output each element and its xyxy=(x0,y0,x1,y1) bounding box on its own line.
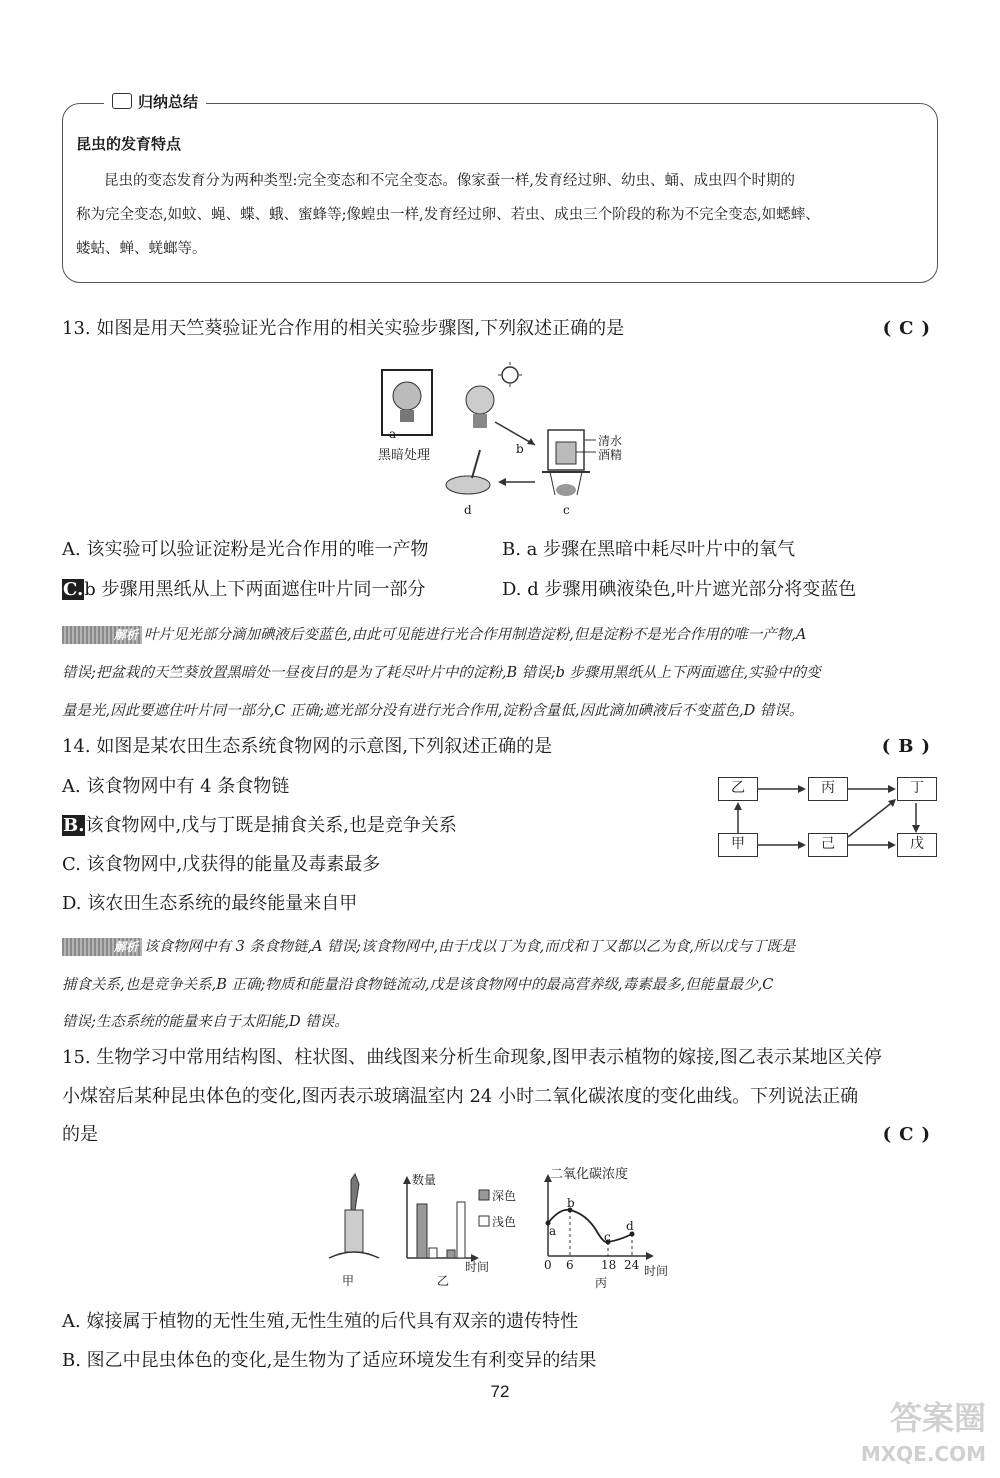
scion xyxy=(351,1174,359,1210)
sun-icon xyxy=(502,367,518,383)
q14-analysis-line: 错误;生态系统的能量来自于太阳能,D 错误。 xyxy=(62,1014,349,1030)
node-wu: 戊 xyxy=(897,833,937,857)
q15-stem-line: 小煤窑后某种昆虫体色的变化,图丙表示玻璃温室内 24 小时二氧化碳浓度的变化曲线。下列说法正确 xyxy=(62,1086,859,1107)
watermark-logo: 答案圈 xyxy=(889,1399,986,1437)
q13-analysis-line: 量是光,因此要遮住叶片同一部分,C 正确;遮光部分没有进行光合作用,淀粉含量低,因此滴加碘液后不变蓝色,D 错误。 xyxy=(62,703,804,719)
label-c: c xyxy=(563,503,570,517)
node-jia: 甲 xyxy=(718,833,758,857)
web-arrow xyxy=(848,801,894,837)
q13-analysis-line: 错误;把盆栽的天竺葵放置黑暗处一昼夜目的是为了耗尽叶片中的淀粉,B 错误;b 步骤用黑纸从上下两面遮住,实验中的变 xyxy=(62,665,821,681)
bar-ylabel: 数量 xyxy=(412,1173,437,1187)
q13-stem: 13. 如图是用天竺葵验证光合作用的相关实验步骤图,下列叙述正确的是 xyxy=(62,318,625,339)
q14-analysis-line xyxy=(62,938,795,956)
label-alcohol: 酒精 xyxy=(598,448,623,462)
alcohol-lamp xyxy=(556,484,576,496)
legend-light-swatch xyxy=(479,1216,489,1226)
bar-dark-after xyxy=(447,1250,455,1258)
curve-tick: 18 xyxy=(601,1258,617,1272)
bar-light-after xyxy=(457,1202,465,1258)
grafting-figure xyxy=(325,1170,385,1265)
curve-tick: 24 xyxy=(624,1258,640,1272)
analysis-text: 该食物网中有 3 条食物链,A 错误;该食物网中,由于戊以丁为食,而戊和丁又都以乙为食,所以戊与丁既是 xyxy=(144,939,796,955)
watermark-url: MXQE.COM xyxy=(860,1442,986,1466)
bar-light-before xyxy=(429,1248,437,1258)
plant-pot xyxy=(473,414,487,428)
curve-tick: 0 xyxy=(544,1258,552,1272)
legend-light: 浅色 xyxy=(492,1215,517,1229)
plant-leaves xyxy=(393,382,421,410)
arrow-head xyxy=(912,825,920,833)
dropper xyxy=(472,450,480,478)
fig-label-bing: 丙 xyxy=(595,1276,608,1290)
summary-line: 称为完全变态,如蚊、蝇、蝶、蛾、蜜蜂等;像蝗虫一样,发育经过卵、若虫、成虫三个阶段的称为不完全变态,如蟋蟀、 xyxy=(76,207,820,223)
curve-xlabel: 时间 xyxy=(644,1264,669,1278)
co2-curve xyxy=(548,1210,632,1242)
arrow-head xyxy=(888,785,896,793)
curve-point-c: c xyxy=(604,1230,611,1244)
fig-label-yi: 乙 xyxy=(437,1274,450,1288)
stand-leg xyxy=(577,472,582,495)
node-bing: 丙 xyxy=(808,777,848,801)
label-a: a xyxy=(389,427,397,441)
q14-option-b xyxy=(62,815,457,837)
arrow-head xyxy=(888,841,896,849)
curve-figure xyxy=(538,1168,678,1263)
petri-dish xyxy=(446,476,490,494)
plant-pot xyxy=(400,410,414,422)
curve-tick: 6 xyxy=(566,1258,574,1272)
arrow-head xyxy=(798,785,806,793)
curve-point-a: a xyxy=(549,1224,557,1238)
stock xyxy=(345,1210,363,1252)
curve-ylabel: 二氧化碳浓度 xyxy=(550,1167,629,1182)
analysis-tag: 解析 xyxy=(62,938,142,956)
legend-dark-swatch xyxy=(479,1190,489,1200)
fig-label-jia: 甲 xyxy=(342,1274,355,1288)
q13-option-b: B. a 步骤在黑暗中耗尽叶片中的氧气 xyxy=(502,539,796,560)
curve-point-d: d xyxy=(626,1219,634,1233)
bar-dark-before xyxy=(417,1204,427,1258)
summary-line: 蝼蛄、蝉、蜣螂等。 xyxy=(76,241,207,257)
label-b: b xyxy=(516,442,524,456)
q15-stem-line: 15. 生物学习中常用结构图、柱状图、曲线图来分析生命现象,图甲表示植物的嫁接,图乙表示某地区关停 xyxy=(62,1047,882,1068)
arrow-head xyxy=(403,1176,411,1184)
option-text: b 步骤用黑纸从上下两面遮住叶片同一部分 xyxy=(84,579,426,600)
label-d: d xyxy=(464,503,472,517)
q15-option-a: A. 嫁接属于植物的无性生殖,无性生殖的后代具有双亲的遗传特性 xyxy=(62,1311,579,1332)
label-water: 清水 xyxy=(598,434,623,448)
q14-option-c: C. 该食物网中,戊获得的能量及毒素最多 xyxy=(62,854,381,875)
q13-option-a: A. 该实验可以验证淀粉是光合作用的唯一产物 xyxy=(62,539,429,560)
analysis-text: 叶片见光部分滴加碘液后变蓝色,由此可见能进行光合作用制造淀粉,但是淀粉不是光合作用的唯一产物,A xyxy=(144,627,807,643)
arrow-head xyxy=(734,802,742,810)
q15-answer: (C) xyxy=(882,1124,938,1145)
analysis-tag: 解析 xyxy=(62,626,142,644)
stand-leg xyxy=(550,472,555,495)
label-dark: 黑暗处理 xyxy=(378,448,431,463)
q15-option-b: B. 图乙中昆虫体色的变化,是生物为了适应环境发生有利变异的结果 xyxy=(62,1350,597,1371)
arrow-head xyxy=(888,799,896,807)
summary-tab-label: 归纳总结 xyxy=(138,93,199,111)
summary-line: 昆虫的变态发育分为两种类型:完全变态和不完全变态。像家蚕一样,发育经过卵、幼虫、蛹、成虫四个时期的 xyxy=(104,173,795,189)
q13-option-c xyxy=(62,579,426,601)
node-ding: 丁 xyxy=(897,777,937,801)
inner-beaker xyxy=(556,442,576,464)
q13-answer: (C) xyxy=(882,318,938,339)
answer-mark: C. xyxy=(63,579,84,600)
arrow-head xyxy=(498,478,506,486)
q14-option-a: A. 该食物网中有 4 条食物链 xyxy=(62,776,290,797)
q14-analysis-line: 捕食关系,也是竞争关系,B 正确;物质和能量沿食物链流动,戊是该食物网中的最高营养级,毒素最多,但能量最少,C xyxy=(62,977,774,993)
q14-option-d: D. 该农田生态系统的最终能量来自甲 xyxy=(62,893,358,914)
q13-analysis-line xyxy=(62,626,806,644)
node-ji: 己 xyxy=(808,833,848,857)
summary-title: 昆虫的发育特点 xyxy=(76,135,182,153)
node-yi: 乙 xyxy=(718,777,758,801)
q15-stem-line: 的是 xyxy=(62,1124,98,1145)
pencil-icon xyxy=(112,93,132,109)
bar-xlabel: 时间 xyxy=(465,1260,490,1274)
answer-mark: B. xyxy=(63,815,85,836)
curve-point-b: b xyxy=(567,1196,575,1210)
legend-dark: 深色 xyxy=(492,1189,517,1203)
arrow-head xyxy=(646,1252,654,1260)
watermark xyxy=(861,1400,986,1472)
ground xyxy=(329,1252,379,1258)
q14-stem: 14. 如图是某农田生态系统食物网的示意图,下列叙述正确的是 xyxy=(62,736,553,757)
q14-answer: (B) xyxy=(881,736,938,757)
option-text: 该食物网中,戊与丁既是捕食关系,也是竞争关系 xyxy=(85,815,457,836)
summary-tab xyxy=(104,91,206,113)
plant-leaves xyxy=(466,386,494,414)
page-number: 72 xyxy=(490,1382,510,1401)
q13-option-d: D. d 步骤用碘液染色,叶片遮光部分将变蓝色 xyxy=(502,579,857,600)
arrow-head xyxy=(798,841,806,849)
